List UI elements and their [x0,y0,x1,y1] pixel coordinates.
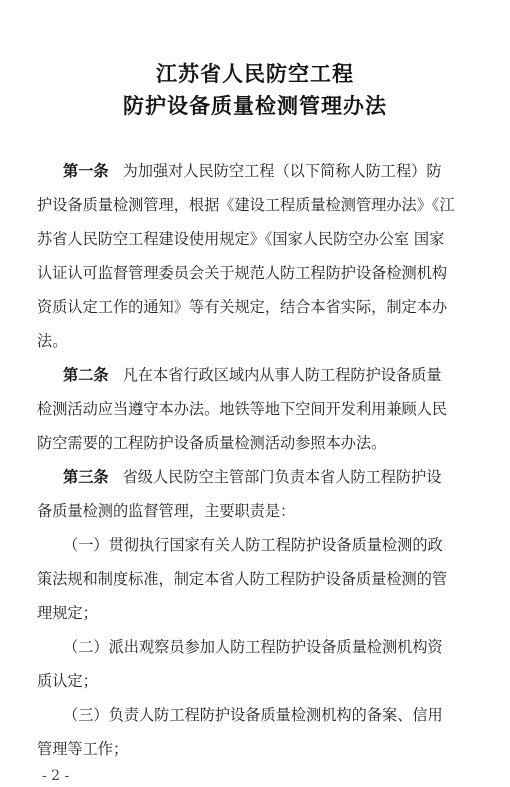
article-1-line-4: 认证认可监督管理委员会关于规范人防工程防护设备检测机构 [37,264,448,282]
article-2-text-1: 凡在本省行政区域内从事人防工程防护设备质量 [122,366,442,384]
article-3-item-3-line-2: 管理等工作； [37,740,129,758]
article-2-line-3: 防空需要的工程防护设备质量检测活动参照本办法。 [37,434,387,452]
article-3-item-1-line-3: 理规定； [37,604,98,622]
article-1-line-3: 苏省人民防空工程建设使用规定》《国家人民防空办公室 国家 [37,230,445,248]
article-3-item-1-line-1: （一）贯彻执行国家有关人防工程防护设备质量检测的政 [63,536,443,554]
article-1-line-6: 法。 [37,332,68,350]
article-3-line-2: 备质量检测的监督管理，主要职责是： [37,502,296,520]
article-2-heading: 第二条 [63,366,109,384]
article-1-line-1 [63,160,477,182]
article-2-line-1 [63,364,477,386]
article-3-item-3-line-1: （三）负责人防工程防护设备质量检测机构的备案、信用 [63,706,443,724]
article-3-text-1: 省级人民防空主管部门负责本省人防工程防护设 [122,468,442,486]
article-3-heading: 第三条 [63,468,109,486]
faint-stamp-mark [148,628,188,658]
article-1-text-1: 为加强对人民防空工程（以下简称人防工程）防 [122,162,442,180]
article-1-line-2: 护设备质量检测管理，根据《建设工程质量检测管理办法》《江 [37,196,455,214]
article-3-item-2-line-2: 质认定； [37,672,98,690]
article-3-line-1 [63,466,477,488]
article-3-item-2-line-1: （二）派出观察员参加人防工程防护设备质量检测机构资 [63,638,443,656]
article-2-line-2: 检测活动应当遵守本办法。地铁等地下空间开发利用兼顾人民 [37,400,448,418]
document-title-line-2: 防护设备质量检测管理办法 [123,93,387,118]
document-title-line-1: 江苏省人民防空工程 [156,61,354,86]
article-3-item-1-line-2: 策法规和制度标准，制定本省人防工程防护设备质量检测的管 [37,570,448,588]
page-number: - 2 - [42,768,70,784]
article-1-heading: 第一条 [63,162,109,180]
article-1-line-5: 资质认定工作的通知》等有关规定，结合本省实际，制定本办 [37,298,448,316]
